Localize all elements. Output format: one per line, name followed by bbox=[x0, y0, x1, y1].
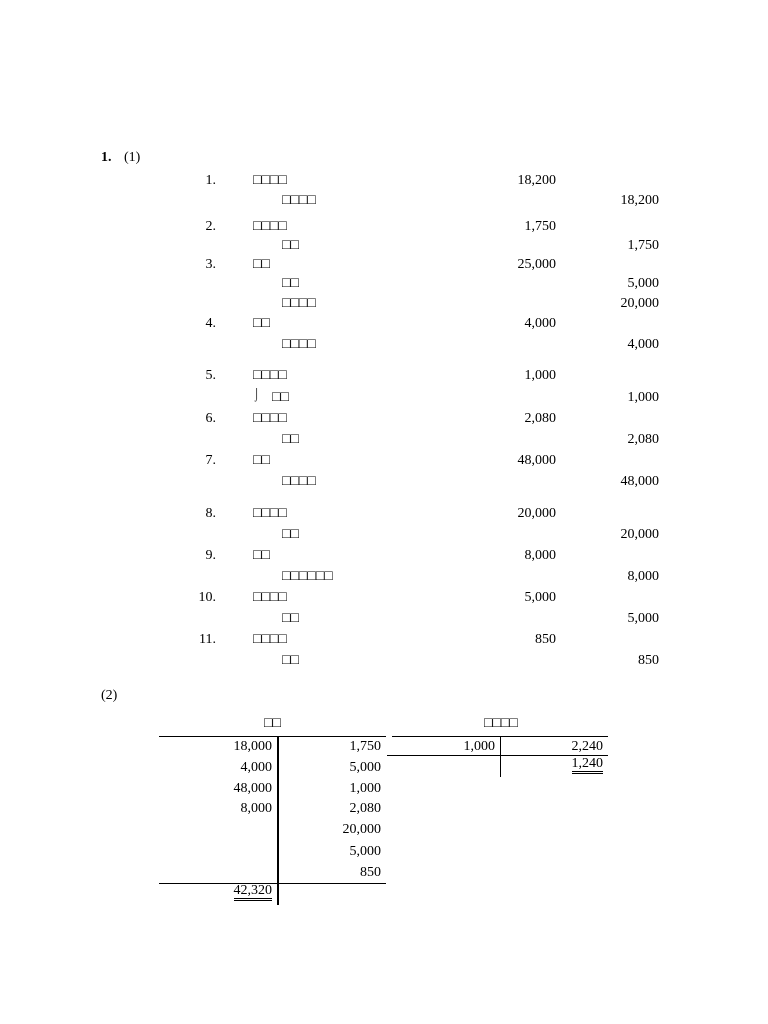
credit-account: □□ bbox=[282, 432, 299, 447]
debit-account: □□ bbox=[253, 453, 270, 468]
t-account-cash-debit-entry: 8,000 bbox=[240, 801, 272, 816]
t-account-second-title: □□□□ bbox=[484, 716, 518, 731]
entry-number: 6. bbox=[205, 411, 216, 426]
t-account-cash-credit-entry: 2,080 bbox=[349, 801, 381, 816]
t-account-cash-credit-entry: 20,000 bbox=[342, 822, 381, 837]
t-account-second-balance-value: 1,240 bbox=[572, 756, 604, 774]
credit-amount: 4,000 bbox=[627, 337, 659, 352]
credit-account: □□□□ bbox=[282, 337, 316, 352]
entry-number: 8. bbox=[205, 506, 216, 521]
debit-account: □□ bbox=[253, 548, 270, 563]
debit-account: □□ bbox=[253, 316, 270, 331]
entry-number: 11. bbox=[199, 632, 216, 647]
debit-amount: 4,000 bbox=[524, 316, 556, 331]
credit-amount: 20,000 bbox=[620, 296, 659, 311]
credit-amount: 20,000 bbox=[620, 527, 659, 542]
entry-number: 5. bbox=[205, 368, 216, 383]
entry-number: 4. bbox=[205, 316, 216, 331]
credit-amount: 1,000 bbox=[627, 390, 659, 405]
credit-account: □□□□ bbox=[282, 193, 316, 208]
t-account-cash-title: □□ bbox=[264, 716, 281, 731]
credit-amount: 5,000 bbox=[627, 611, 659, 626]
debit-amount: 25,000 bbox=[517, 257, 556, 272]
debit-account: □□□□ bbox=[253, 219, 287, 234]
credit-amount: 850 bbox=[638, 653, 659, 668]
debit-amount: 8,000 bbox=[524, 548, 556, 563]
credit-amount: 2,080 bbox=[627, 432, 659, 447]
entry-number: 10. bbox=[198, 590, 216, 605]
credit-account: □□ bbox=[282, 238, 299, 253]
debit-account: □□□□ bbox=[253, 506, 287, 521]
debit-amount: 850 bbox=[535, 632, 556, 647]
credit-account: □□ bbox=[282, 653, 299, 668]
credit-amount: 1,750 bbox=[627, 238, 659, 253]
credit-amount: 8,000 bbox=[627, 569, 659, 584]
t-account-second-balance bbox=[530, 756, 603, 772]
debit-amount: 18,200 bbox=[517, 173, 556, 188]
credit-account: □□ bbox=[272, 390, 289, 405]
t-account-second-debit-0: 1,000 bbox=[463, 739, 495, 754]
question-number: 1. bbox=[101, 150, 112, 165]
entry-number: 7. bbox=[205, 453, 216, 468]
credit-account: □□□□□□ bbox=[282, 569, 333, 584]
credit-account: □□ bbox=[282, 527, 299, 542]
debit-account: □□□□ bbox=[253, 411, 287, 426]
entry-number: 2. bbox=[205, 219, 216, 234]
entry-number: 3. bbox=[205, 257, 216, 272]
t-account-second-divider bbox=[500, 737, 501, 777]
debit-account: □□□□ bbox=[253, 590, 287, 605]
debit-amount: 5,000 bbox=[524, 590, 556, 605]
credit-account: □□□□ bbox=[282, 474, 316, 489]
t-account-cash-top-rule bbox=[159, 736, 386, 737]
t-account-second-credit-0: 2,240 bbox=[571, 739, 603, 754]
credit-account: □□□□ bbox=[282, 296, 316, 311]
t-account-cash-debit-entry: 48,000 bbox=[233, 781, 272, 796]
t-account-cash-credit-entry: 850 bbox=[360, 865, 381, 880]
credit-amount: 5,000 bbox=[627, 276, 659, 291]
t-account-cash-total-rule bbox=[159, 883, 386, 884]
part1-label: (1) bbox=[124, 150, 141, 165]
t-account-cash-debit-entry: 4,000 bbox=[240, 760, 272, 775]
debit-amount: 2,080 bbox=[524, 411, 556, 426]
t-account-cash-balance bbox=[200, 883, 272, 899]
t-account-cash-credit-entry: 1,000 bbox=[349, 781, 381, 796]
debit-amount: 1,000 bbox=[524, 368, 556, 383]
entry-number: 1. bbox=[205, 173, 216, 188]
debit-account: □□□□ bbox=[253, 368, 287, 383]
debit-account: □□ bbox=[253, 257, 270, 272]
debit-account: □□□□ bbox=[253, 632, 287, 647]
credit-account: □□ bbox=[282, 611, 299, 626]
debit-amount: 48,000 bbox=[517, 453, 556, 468]
t-account-cash-credit-entry: 1,750 bbox=[349, 739, 381, 754]
credit-account: □□ bbox=[282, 276, 299, 291]
debit-account: □□□□ bbox=[253, 173, 287, 188]
t-account-cash-credit-entry: 5,000 bbox=[349, 844, 381, 859]
entry-number: 9. bbox=[205, 548, 216, 563]
debit-amount: 1,750 bbox=[524, 219, 556, 234]
credit-amount: 18,200 bbox=[620, 193, 659, 208]
t-account-cash-divider bbox=[277, 737, 279, 905]
t-account-cash-credit-entry: 5,000 bbox=[349, 760, 381, 775]
t-account-cash-debit-entry: 18,000 bbox=[233, 739, 272, 754]
part2-label: (2) bbox=[101, 688, 118, 703]
debit-amount: 20,000 bbox=[517, 506, 556, 521]
credit-amount: 48,000 bbox=[620, 474, 659, 489]
bracket-mark: ⌡ bbox=[253, 387, 261, 401]
t-account-cash-balance-value: 42,320 bbox=[234, 883, 273, 901]
